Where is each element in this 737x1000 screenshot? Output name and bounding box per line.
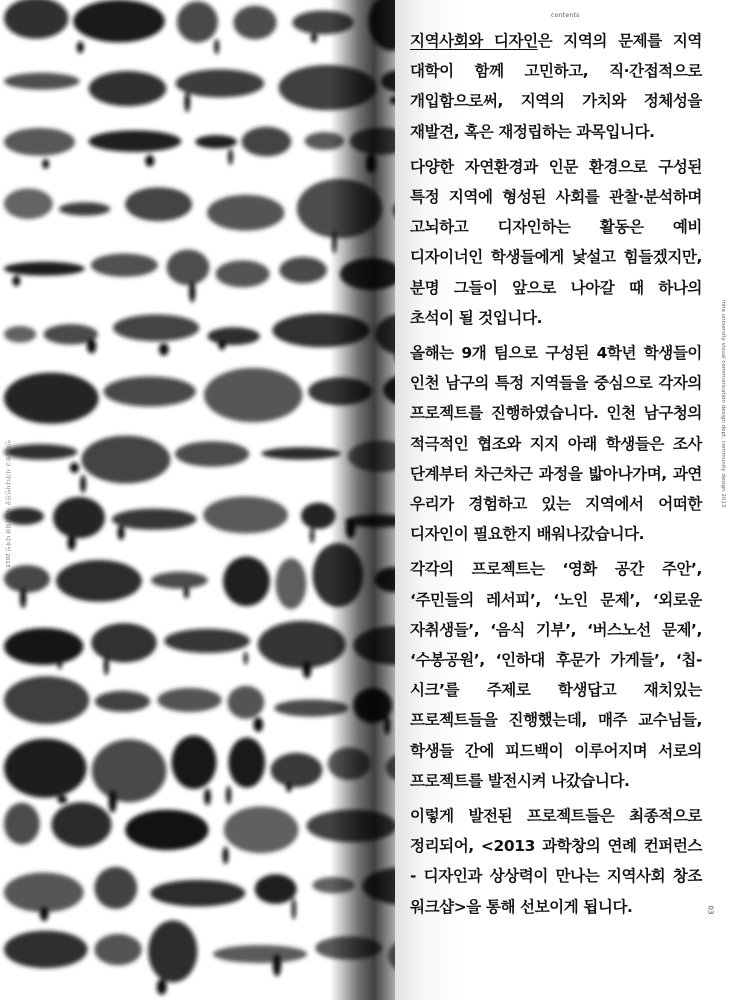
brush-stroke	[4, 189, 53, 220]
brush-stroke	[4, 262, 85, 276]
brush-stroke	[271, 753, 323, 787]
side-note-right-text: inha university visual communication design dept. community design 2013	[720, 300, 726, 508]
brush-stroke	[4, 803, 40, 845]
paragraph-1-text: 은 지역의 문제를 지역 대학이 함께 고민하고, 직·간접적으로 개입함으로써, 지역의 가치와 정체성을 재발견, 혹은 재정립하는 과목입니다.	[410, 32, 702, 141]
brush-stroke	[233, 6, 276, 40]
side-note-left-text: 인하대학교 시각디자인전공 지역사회와 디자인 2013	[4, 440, 10, 568]
brush-stroke	[216, 260, 270, 287]
brush-stroke	[228, 686, 265, 719]
brush-drip	[118, 525, 125, 540]
brush-drip	[226, 786, 231, 804]
brush-drip	[57, 796, 67, 804]
section-header: contents	[551, 12, 580, 19]
brush-stroke	[91, 623, 156, 662]
brush-drip	[42, 159, 49, 169]
brush-drip	[273, 954, 281, 977]
brush-stroke	[148, 920, 197, 982]
brush-stroke	[172, 736, 217, 790]
brush-stroke	[113, 315, 199, 342]
brush-drip	[218, 340, 226, 350]
brush-drip	[145, 155, 154, 167]
brush-stroke	[4, 676, 89, 724]
brush-drip	[159, 343, 169, 355]
brush-stroke	[88, 130, 181, 152]
brush-stroke	[177, 1, 218, 42]
brush-stroke	[4, 628, 83, 665]
brush-stroke	[95, 691, 150, 712]
brush-stroke	[95, 934, 142, 965]
brush-drip	[311, 33, 317, 42]
brush-drip	[184, 587, 189, 599]
brush-drip	[303, 661, 312, 678]
brush-drip	[223, 847, 229, 864]
brush-stroke	[213, 945, 307, 963]
brush-drip	[292, 898, 296, 919]
brush-stroke	[4, 373, 99, 424]
paragraph-2: 다양한 자연환경과 인문 환경으로 구성된 특정 지역에 형성된 사회를 관찰·분석하며 고뇌하고 디자인하는 활동은 예비 디자이너인 학생들에게 낯설고 힘들겠지만, 분명 그들이 앞으로 나아갈 때 하나의 초석이 될 것입니다.	[410, 157, 702, 327]
brush-stroke	[167, 249, 210, 285]
brush-drip	[87, 339, 97, 353]
brush-stroke	[208, 327, 260, 345]
brush-stroke	[203, 497, 288, 534]
brush-stroke	[53, 497, 105, 538]
brush-stroke	[4, 326, 36, 343]
brush-stroke	[223, 557, 270, 607]
brush-drip	[77, 41, 84, 53]
brush-stroke	[224, 806, 299, 853]
brush-drip	[109, 790, 117, 813]
brush-stroke	[175, 441, 249, 466]
brush-stroke	[157, 688, 221, 712]
brush-stroke	[176, 69, 265, 97]
course-title: 지역사회와 디자인	[410, 32, 538, 50]
brush-drip	[58, 660, 62, 670]
brush-drip	[80, 475, 86, 493]
brush-stroke	[242, 127, 292, 157]
paragraph-1	[410, 26, 702, 147]
brush-stroke	[204, 368, 302, 422]
brush-drip	[214, 39, 219, 54]
brush-drip	[104, 656, 109, 675]
brush-drip	[204, 789, 211, 806]
brush-drip	[185, 92, 191, 112]
brush-stroke	[56, 560, 142, 602]
brush-drip	[67, 535, 75, 550]
brush-stroke	[4, 0, 68, 39]
paragraph-5: 이렇게 발전된 프로젝트들은 최종적으로 정리되어, <2013 과학창의 연례 컨퍼런스 - 디자인과 상상력이 만나는 지역사회 창조 워크샵>을 통해 선보이게 됩니다.	[410, 807, 702, 916]
brush-stroke	[195, 135, 237, 148]
page-number: 03	[706, 905, 715, 915]
brush-stroke	[125, 810, 208, 851]
brush-stroke	[59, 202, 110, 216]
brush-stroke	[151, 572, 208, 589]
brush-drip	[286, 782, 292, 792]
brush-drip	[253, 717, 263, 731]
brush-drip	[12, 276, 20, 287]
brush-stroke	[4, 128, 75, 156]
brush-stroke	[276, 558, 307, 609]
brush-stroke	[151, 880, 246, 907]
brush-stroke	[4, 444, 77, 460]
brush-stroke	[4, 739, 87, 798]
brush-stroke	[94, 867, 137, 909]
side-note-right	[718, 300, 728, 560]
brush-drip	[70, 463, 79, 474]
brush-stroke	[229, 738, 266, 788]
brush-stroke	[207, 195, 284, 231]
brush-drip	[310, 527, 314, 543]
brush-stroke	[4, 931, 88, 969]
brush-stroke	[104, 377, 196, 407]
brush-stroke	[279, 257, 327, 283]
brush-drip	[20, 588, 26, 609]
brush-stroke	[4, 73, 80, 90]
brush-drip	[228, 149, 233, 165]
brush-stroke	[81, 436, 170, 484]
side-note-left	[4, 440, 14, 670]
brush-stroke	[52, 802, 112, 847]
brush-stroke	[125, 187, 192, 221]
brush-stroke	[112, 509, 197, 530]
brush-stroke	[89, 71, 167, 106]
brush-stroke	[164, 629, 250, 653]
brush-stroke	[92, 739, 167, 802]
brush-stroke	[91, 254, 158, 277]
brush-stroke	[261, 447, 341, 459]
brush-drip	[189, 281, 195, 302]
brush-stroke	[73, 0, 165, 42]
brush-drip	[244, 652, 248, 665]
paragraph-3: 올해는 9개 팀으로 구성된 4학년 학생들이 인천 남구의 특정 지역들을 중심으로 각자의 프로젝트를 진행하였습니다. 인천 남구청의 적극적인 협조와 지지 아래 학생들은 조사 단계부터 차근차근 과정을 밟아나가며, 과연 우리가 경험하고 있는 지역에서 어떠한 디자인이 필요한지 배워나갔습니다.	[410, 344, 702, 544]
intro-text	[410, 26, 702, 927]
brush-drip	[40, 907, 49, 922]
paragraph-4: 각각의 프로젝트는 ‘영화 공간 주안’, ‘주민들의 레서피’, ‘노인 문제’, ‘외로운 자취생들’, ‘음식 기부’, ‘버스노선 문제’, ‘수봉공원’, ‘인하대 후문가 가게들’, ‘칩-시크’를 주제로 학생답고 재치있는 프로젝트들을 진행했는데, 매주 교수님들, 학생들 간에 피드백이 이루어지며 서로의 프로젝트를 발전시켜 나갔습니다.	[410, 560, 702, 790]
brush-drip	[157, 979, 167, 995]
brush-stroke	[255, 874, 297, 904]
brush-stroke	[4, 873, 84, 913]
